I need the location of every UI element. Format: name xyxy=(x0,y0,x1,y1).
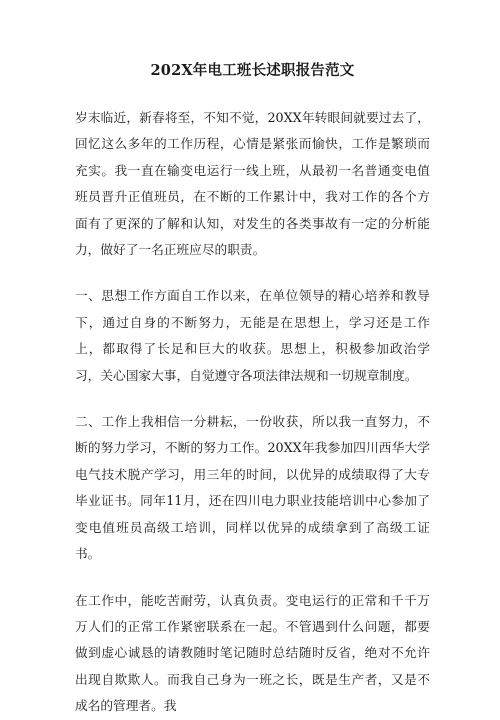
paragraph-ideology: 一、思想工作方面自工作以来，在单位领导的精心培养和教导下，通过自身的不断努力，无能是在思想上，学习还是工作上，都取得了长足和巨大的收获。思想上，积极参加政治学习，关心国家大事，自觉遵守各项法律法规和一切规章制度。 xyxy=(75,288,430,383)
paragraph-diligence: 在工作中，能吃苦耐劳，认真负责。变电运行的正常和千千万万人们的正常工作紧密联系在一起。不管遇到什么问题，都要做到虚心诚恳的请教随时笔记随时总结随时反省，绝对不允许出现自欺欺人。而我自己身为一班之长，既是生产者，又是不成名的管理者。我 xyxy=(75,592,430,714)
paragraph-work: 二、工作上我相信一分耕耘，一份收获，所以我一直努力，不断的努力学习，不断的努力工作。20XX年我参加四川西华大学电气技术脱产学习，用三年的时间，以优异的成绩取得了大专毕业证书。同年11月，还在四川电力职业技能培训中心参加了变电值班员高级工培训，同样以优异的成绩拿到了高级工证书。 xyxy=(75,414,430,562)
paragraph-intro: 岁末临近，新春将至，不知不觉，20XX年转眼间就要过去了，回忆这么多年的工作历程，心情是紧张而愉快，工作是繁琐而充实。我一直在输变电运行一线上班，从最初一名普通变电值班员晋升正值班员，在不断的工作累计中，我对工作的各个方面有了更深的了解和认知，对发生的各类事故有一定的分析能力，做好了一名正班应尽的职责。 xyxy=(75,110,430,258)
document-title: 202X年电工班长述职报告范文 xyxy=(150,62,355,79)
